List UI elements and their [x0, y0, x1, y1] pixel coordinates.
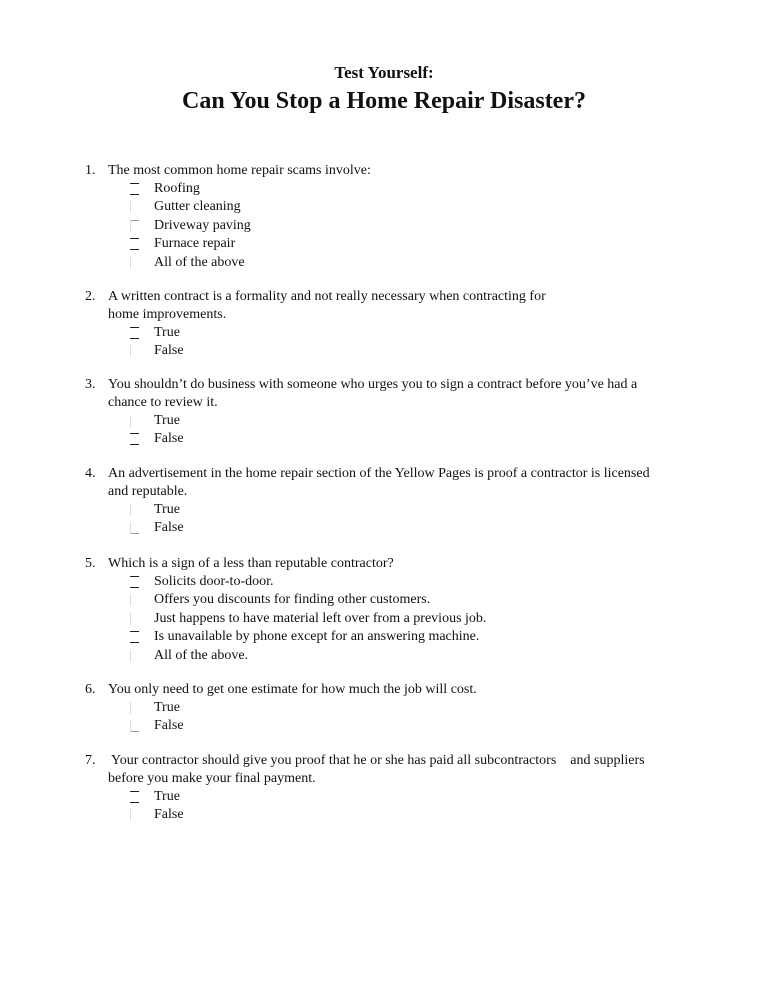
option-item[interactable] [130, 254, 705, 272]
question-number: 1. [85, 163, 96, 178]
option-label: True [154, 413, 180, 428]
option-label: True [154, 502, 180, 517]
checkbox[interactable] [130, 201, 139, 213]
option-label: Just happens to have material left over from a previous job. [154, 610, 487, 626]
question-3 [85, 376, 705, 449]
question-number: 5. [85, 556, 96, 571]
option-item[interactable] [130, 430, 705, 448]
option-label: Solicits door-to-door. [154, 574, 274, 589]
question-text-continued: home improvements. [108, 307, 227, 322]
option-item[interactable] [130, 412, 705, 430]
option-label: False [154, 718, 184, 734]
option-list [130, 501, 705, 538]
checkbox[interactable] [130, 504, 139, 516]
option-label: True [154, 700, 180, 715]
option-item[interactable] [130, 591, 705, 609]
option-item[interactable] [130, 501, 705, 519]
question-1 [85, 162, 705, 272]
checkbox[interactable] [130, 702, 139, 714]
question-text: Your contractor should give you proof that he or she has paid all subcontractors and suppliers [108, 753, 645, 768]
option-item[interactable] [130, 699, 705, 717]
question-number: 4. [85, 466, 96, 481]
option-item[interactable] [130, 198, 705, 216]
option-item[interactable] [130, 573, 705, 591]
pretitle: Test Yourself: [334, 63, 434, 82]
question-text: You only need to get one estimate for how much the job will cost. [108, 682, 477, 697]
option-item[interactable] [130, 610, 705, 628]
option-list [130, 699, 705, 736]
option-label: Gutter cleaning [154, 199, 241, 215]
question-text: You shouldn’t do business with someone who urges you to sign a contract before you’ve had a [108, 377, 638, 392]
checkbox[interactable] [130, 522, 139, 534]
question-5 [85, 555, 705, 665]
checkbox[interactable] [130, 257, 139, 269]
checkbox[interactable] [130, 613, 139, 625]
question-7 [85, 752, 705, 825]
option-item[interactable] [130, 180, 705, 198]
checkbox[interactable] [130, 650, 139, 662]
option-label: False [154, 431, 184, 447]
option-list [130, 788, 705, 825]
option-label: Offers you discounts for finding other customers. [154, 592, 431, 608]
option-item[interactable] [130, 235, 705, 253]
question-number: 3. [85, 377, 96, 392]
option-item[interactable] [130, 519, 705, 537]
option-item[interactable] [130, 788, 705, 806]
checkbox[interactable] [130, 327, 139, 339]
option-label: False [154, 343, 184, 359]
option-label: Is unavailable by phone except for an answering machine. [154, 629, 480, 645]
checkbox[interactable] [130, 809, 139, 821]
checkbox[interactable] [130, 576, 139, 588]
question-6 [85, 681, 705, 736]
checkbox[interactable] [130, 720, 139, 732]
checkbox[interactable] [130, 631, 139, 643]
option-list [130, 412, 705, 449]
checkbox[interactable] [130, 345, 139, 357]
page-title: Can You Stop a Home Repair Disaster? [181, 88, 586, 114]
question-text-continued: and reputable. [108, 484, 188, 499]
option-item[interactable] [130, 806, 705, 824]
option-item[interactable] [130, 717, 705, 735]
checkbox[interactable] [130, 594, 139, 606]
option-label: Driveway paving [154, 217, 251, 233]
question-text: An advertisement in the home repair section of the Yellow Pages is proof a contractor is licensed [108, 466, 650, 481]
checkbox[interactable] [130, 791, 139, 803]
question-text-continued: chance to review it. [108, 395, 218, 410]
option-label: True [154, 789, 180, 804]
question-number: 6. [85, 682, 96, 697]
question-text-continued: before you make your final payment. [108, 771, 316, 786]
option-label: Furnace repair [154, 236, 236, 252]
option-list [130, 573, 705, 665]
question-4 [85, 465, 705, 538]
checkbox[interactable] [130, 433, 139, 445]
option-item[interactable] [130, 647, 705, 665]
question-text: A written contract is a formality and not really necessary when contracting for [108, 289, 546, 304]
option-list [130, 324, 705, 361]
option-item[interactable] [130, 324, 705, 342]
option-label: All of the above. [154, 647, 249, 663]
option-label: All of the above [154, 254, 245, 270]
question-text: Which is a sign of a less than reputable contractor? [108, 556, 394, 571]
option-list [130, 180, 705, 272]
option-item[interactable] [130, 628, 705, 646]
option-label: Roofing [154, 181, 200, 196]
option-item[interactable] [130, 342, 705, 360]
checkbox[interactable] [130, 415, 139, 427]
question-number: 2. [85, 289, 96, 304]
checkbox[interactable] [130, 238, 139, 250]
question-number: 7. [85, 753, 96, 768]
question-2 [85, 288, 705, 361]
option-item[interactable] [130, 217, 705, 235]
question-text: The most common home repair scams involve: [108, 163, 371, 178]
option-label: True [154, 325, 180, 340]
option-label: False [154, 520, 184, 536]
checkbox[interactable] [130, 183, 139, 195]
checkbox[interactable] [130, 220, 139, 232]
option-label: False [154, 807, 184, 823]
